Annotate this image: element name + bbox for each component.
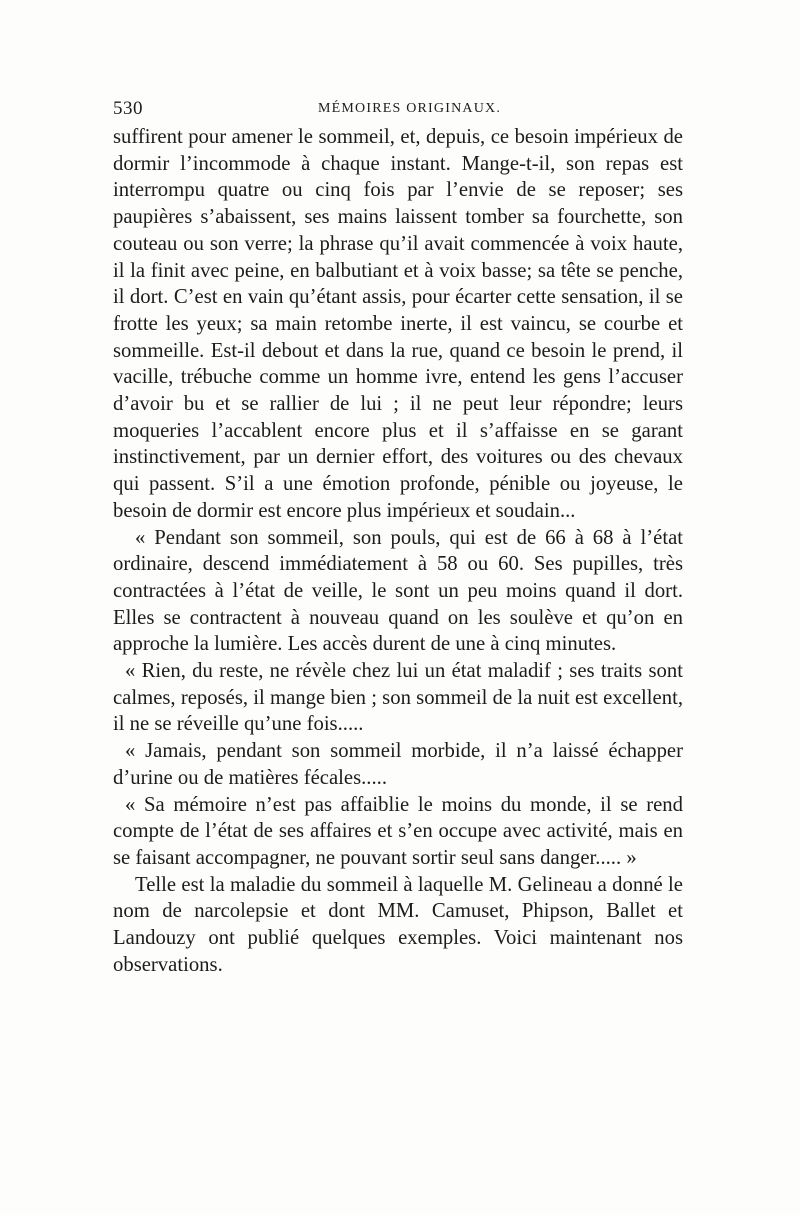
paragraph-quote-never: « Jamais, pendant son sommeil morbide, il n’a laissé échapper d’urine ou de matières fécales..... <box>113 740 683 789</box>
paragraph-conclusion: Telle est la maladie du sommeil à laquelle M. Gelineau a donné le nom de narcolepsie et dont MM. Camuset, Phipson, Ballet et Landouzy ont publié quelques exemples. Voici maintenant nos observations. <box>113 873 683 976</box>
paragraph-continuation: suffirent pour amener le sommeil, et, depuis, ce besoin impérieux de dormir l’incommode à chaque instant. Mange-t-il, son repas est interrompu quatre ou cinq fois par l’envie de se reposer; ses paupières s’abaissent, ses mains laissent tomber sa fourchette, son couteau ou son verre; la phrase qu’il avait commencée à voix haute, il la finit avec peine, en balbutiant et à voix basse; sa tête se penche, il dort. C’est en vain qu’étant assis, pour écarter cette sensation, il se frotte les yeux; sa main retombe inerte, il est vaincu, se courbe et sommeille. Est-il debout et dans la rue, quand ce besoin le prend, il vacille, trébuche comme un homme ivre, entend les gens l’accuser d’avoir bu et se rallier de lui ; il ne peut leur répondre; leurs moqueries l’accablent encore plus et il s’affaisse en se garant instinctivement, par un dernier effort, des voitures ou des chevaux qui passent. S’il a une émotion profonde, pénible ou joyeuse, le besoin de dormir est encore plus impérieux et soudain... <box>113 126 683 522</box>
page-number: 530 <box>113 98 143 119</box>
paragraph-quote-calm: « Rien, du reste, ne révèle chez lui un état maladif ; ses traits sont calmes, reposés, il mange bien ; son sommeil de la nuit est excellent, il ne se réveille qu’une fois..... <box>113 660 683 736</box>
page-header <box>113 98 693 122</box>
running-head: MÉMOIRES ORIGINAUX. <box>318 101 502 116</box>
paragraph-quote-pulse: « Pendant son sommeil, son pouls, qui est de 66 à 68 à l’état ordinaire, descend immédiatement à 58 ou 60. Ses pupilles, très contractées à l’état de veille, le sont un peu moins quand il dort. Elles se contractent à nouveau quand on les soulève et qu’on en approche la lumière. Les accès durent de une à cinq minutes. <box>113 526 683 656</box>
body-text <box>113 124 683 979</box>
paragraph-quote-memory: « Sa mémoire n’est pas affaiblie le moins du monde, il se rend compte de l’état de ses affaires et s’en occupe avec activité, mais en se faisant accompagner, ne pouvant sortir seul sans danger..... » <box>113 793 683 869</box>
